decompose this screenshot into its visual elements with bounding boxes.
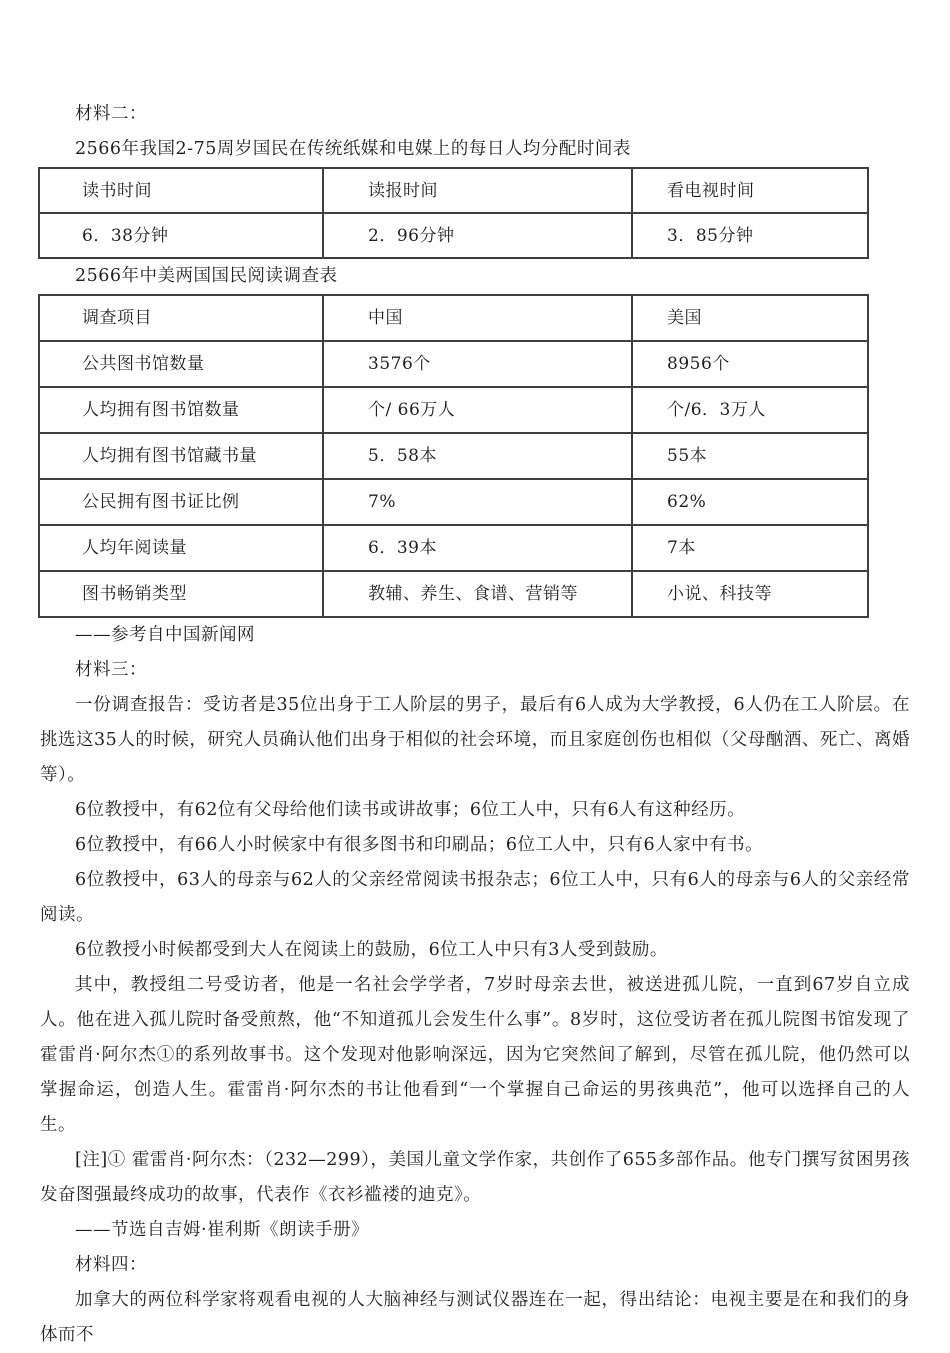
table-cell: 7% — [323, 479, 632, 525]
material3-paragraph: 一份调查报告：受访者是35位出身于工人阶层的男子，最后有6人成为大学教授，6人仍在工人阶层。在挑选这35人的时候，研究人员确认他们出身于相似的社会环境，而且家庭创伤也相似（父母酗酒、死亡、离婚等）。 — [40, 695, 910, 785]
material3-paragraph: 6位教授中，63人的母亲与62人的父亲经常阅读书报杂志；6位工人中，只有6人的母亲与6人的父亲经常阅读。 — [40, 870, 910, 925]
table-cell: 人均拥有图书馆数量 — [39, 387, 323, 433]
table-cell: 教辅、养生、食谱、营销等 — [323, 571, 632, 617]
table-cell: 2．96分钟 — [323, 213, 632, 258]
table1-title: 2566年我国2-75周岁国民在传统纸媒和电媒上的每日人均分配时间表 — [75, 139, 631, 159]
material3-footnote: [注]① 霍雷肖·阿尔杰：（232—299），美国儿童文学作家，共创作了655多部作品。他专门撰写贫困男孩发奋图强最终成功的故事，代表作《衣衫褴褛的迪克》。 — [40, 1150, 910, 1205]
table-header-cell: 调查项目 — [39, 295, 323, 341]
table-cell: 图书畅销类型 — [39, 571, 323, 617]
material3-paragraph: 其中，教授组二号受访者，他是一名社会学学者，7岁时母亲去世，被送进孤儿院，一直到67岁自立成人。他在进入孤儿院时备受煎熬，他“不知道孤儿会发生什么事”。8岁时，这位受访者在孤儿院图书馆发现了霍雷肖·阿尔杰①的系列故事书。这个发现对他影响深远，因为它突然间了解到，尽管在孤儿院，他仍然可以掌握命运，创造人生。霍雷肖·阿尔杰的书让他看到“一个掌握自己命运的男孩典范”，他可以选择自己的人生。 — [40, 975, 910, 1135]
material3-source: ——节选自吉姆·崔利斯《朗读手册》 — [75, 1220, 370, 1240]
table-row — [39, 433, 868, 479]
table-cell: 公共图书馆数量 — [39, 341, 323, 387]
material3-heading: 材料三： — [75, 660, 147, 680]
table-cell: 3．85分钟 — [632, 213, 868, 258]
table-cell: 8956个 — [632, 341, 868, 387]
table-cell: 个/ 66万人 — [323, 387, 632, 433]
table-row — [39, 213, 868, 258]
material2-heading: 材料二： — [75, 104, 147, 124]
table-header-cell: 美国 — [632, 295, 868, 341]
table-cell: 7本 — [632, 525, 868, 571]
table-header-row — [39, 295, 868, 341]
table-header-cell: 读报时间 — [323, 168, 632, 213]
table-cell: 人均年阅读量 — [39, 525, 323, 571]
table-cell: 3576个 — [323, 341, 632, 387]
media-time-table — [38, 167, 869, 259]
table-cell: 6．39本 — [323, 525, 632, 571]
reading-survey-table — [38, 294, 869, 618]
table-cell: 公民拥有图书证比例 — [39, 479, 323, 525]
table-header-cell: 中国 — [323, 295, 632, 341]
table-cell: 55本 — [632, 433, 868, 479]
table2-title: 2566年中美两国国民阅读调查表 — [75, 266, 338, 286]
material2-source: ——参考自中国新闻网 — [75, 625, 255, 645]
table-cell: 62% — [632, 479, 868, 525]
table-cell: 人均拥有图书馆藏书量 — [39, 433, 323, 479]
table-row — [39, 479, 868, 525]
table-header-cell: 看电视时间 — [632, 168, 868, 213]
table-row — [39, 341, 868, 387]
table-row — [39, 571, 868, 617]
table-cell: 5．58本 — [323, 433, 632, 479]
table-cell: 小说、科技等 — [632, 571, 868, 617]
material3-paragraph: 6位教授中，有66人小时候家中有很多图书和印刷品；6位工人中，只有6人家中有书。 — [75, 835, 764, 855]
table-cell: 个/6．3万人 — [632, 387, 868, 433]
table-header-cell: 读书时间 — [39, 168, 323, 213]
table-row — [39, 525, 868, 571]
material4-heading: 材料四： — [75, 1255, 147, 1275]
material4-paragraph: 加拿大的两位科学家将观看电视的人大脑神经与测试仪器连在一起，得出结论：电视主要是在和我们的身体而不 — [40, 1290, 910, 1345]
material3-paragraph: 6位教授小时候都受到大人在阅读上的鼓励，6位工人中只有3人受到鼓励。 — [75, 940, 668, 960]
table-cell: 6．38分钟 — [39, 213, 323, 258]
table-header-row — [39, 168, 868, 213]
table-row — [39, 387, 868, 433]
material3-paragraph: 6位教授中，有62位有父母给他们读书或讲故事；6位工人中，只有6人有这种经历。 — [75, 800, 746, 820]
